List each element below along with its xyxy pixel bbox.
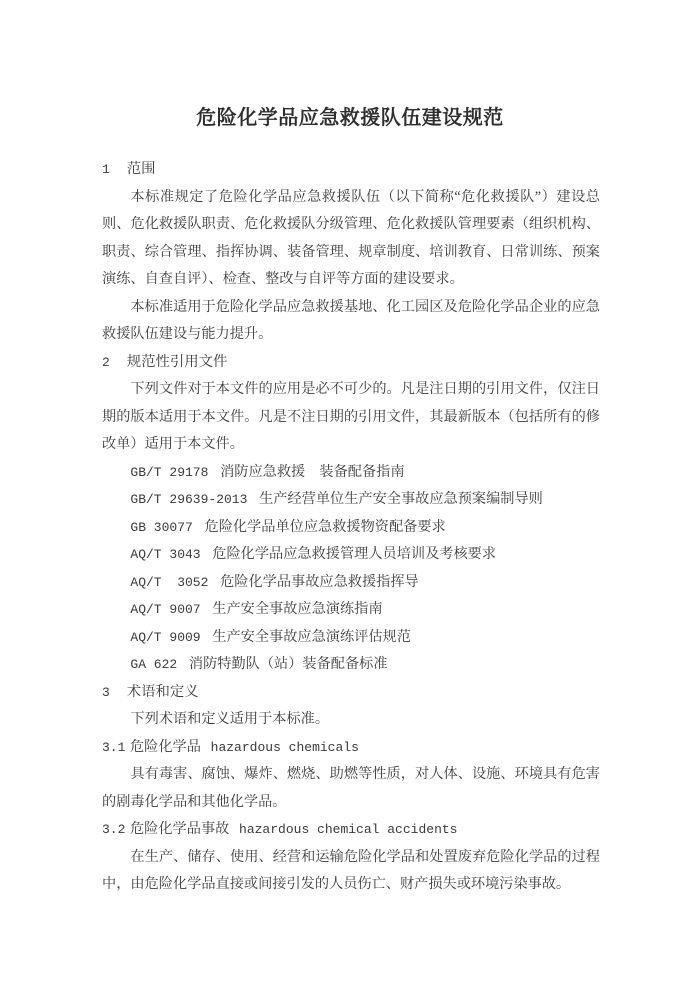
- reference-code: AQ/T 3043: [130, 547, 201, 562]
- reference-code: AQ/T 3052: [130, 574, 209, 590]
- reference-title: 生产安全事故应急演练指南: [212, 601, 383, 617]
- section-1-paragraph-2: 本标准适用于危险化学品应急救援基地、化工园区及危险化学品企业的应急救援队伍建设与能力提升。: [102, 298, 600, 342]
- section-3-number: 3: [102, 684, 110, 700]
- term-3-1-definition: 具有毒害、腐蚀、爆炸、燃烧、助燃等性质，对人体、设施、环境具有危害的剧毒化学品和其他化学品。: [102, 766, 600, 810]
- reference-item: [102, 596, 600, 624]
- section-1-number: 1: [102, 162, 110, 177]
- section-2-heading: [102, 349, 600, 377]
- section-1-heading: [102, 156, 600, 184]
- section-3-heading: [102, 679, 600, 707]
- section-2-intro: 下列文件对于本文件的应用是必不可少的。凡是注日期的引用文件，仅注日期的版本适用于本文件。凡是不注日期的引用文件，其最新版本（包括所有的修改单）适用于本文件。: [102, 381, 600, 452]
- reference-item: [102, 624, 600, 652]
- section-1-title: 范围: [126, 161, 156, 177]
- reference-item: [102, 651, 600, 679]
- term-3-1-number: 3.1: [102, 739, 126, 755]
- reference-code: GB 30077: [130, 519, 193, 535]
- document-title: 危险化学品应急救援队伍建设规范: [196, 107, 504, 129]
- section-2-title: 规范性引用文件: [126, 353, 228, 370]
- reference-item: [102, 569, 600, 597]
- reference-item: [102, 486, 600, 514]
- reference-code: AQ/T 9007: [130, 602, 201, 617]
- document-body: [102, 156, 600, 899]
- reference-title: 危险化学品单位应急救援物资配备要求: [204, 518, 446, 535]
- term-3-2-zh: 危险化学品事故: [129, 821, 230, 837]
- reference-item: [102, 541, 600, 569]
- reference-code: GB/T 29178: [130, 464, 209, 480]
- section-3-intro: 下列术语和定义适用于本标准。: [130, 711, 330, 727]
- section-1-paragraph-1: 本标准规定了危险化学品应急救援队伍（以下简称“危化救援队”）建设总则、危化救援队职责、危化救援队分级管理、危化救援队管理要素（组织机构、职责、综合管理、指挥协调、装备管理、规章制度、培训教育、日常训练、预案演练、自查自评）、检查、整改与自评等方面的建设要求。: [102, 188, 600, 287]
- reference-title: 消防应急救援 装备配备指南: [220, 463, 405, 480]
- reference-title: 生产安全事故应急演练评估规范: [212, 628, 411, 645]
- section-2-number: 2: [102, 354, 110, 370]
- term-3-2-heading: [102, 816, 600, 844]
- term-3-1-en: hazardous chemicals: [210, 739, 359, 755]
- term-3-1-heading: [102, 734, 600, 762]
- term-3-1-zh: 危险化学品: [129, 738, 201, 755]
- reference-title: 消防特勤队（站）装备配备标准: [188, 656, 388, 672]
- reference-code: AQ/T 9009: [130, 629, 201, 645]
- reference-title: 危险化学品应急救援管理人员培训及考核要求: [212, 546, 497, 562]
- reference-title: 生产经营单位生产安全事故应急预案编制导则: [259, 491, 543, 507]
- reference-code: GB/T 29639-2013: [130, 492, 248, 507]
- reference-item: [102, 514, 600, 542]
- reference-item: [102, 459, 600, 487]
- term-3-2-definition: 在生产、储存、使用、经营和运输危险化学品和处置废弃危险化学品的过程中，由危险化学品直接或间接引发的人员伤亡、财产损失或环境污染事故。: [102, 848, 600, 892]
- term-3-2-number: 3.2: [102, 822, 126, 837]
- reference-title: 危险化学品事故应急救援指挥导: [220, 573, 419, 590]
- reference-code: GA 622: [130, 657, 178, 672]
- term-3-2-en: hazardous chemical accidents: [239, 822, 458, 837]
- section-3-title: 术语和定义: [126, 683, 199, 700]
